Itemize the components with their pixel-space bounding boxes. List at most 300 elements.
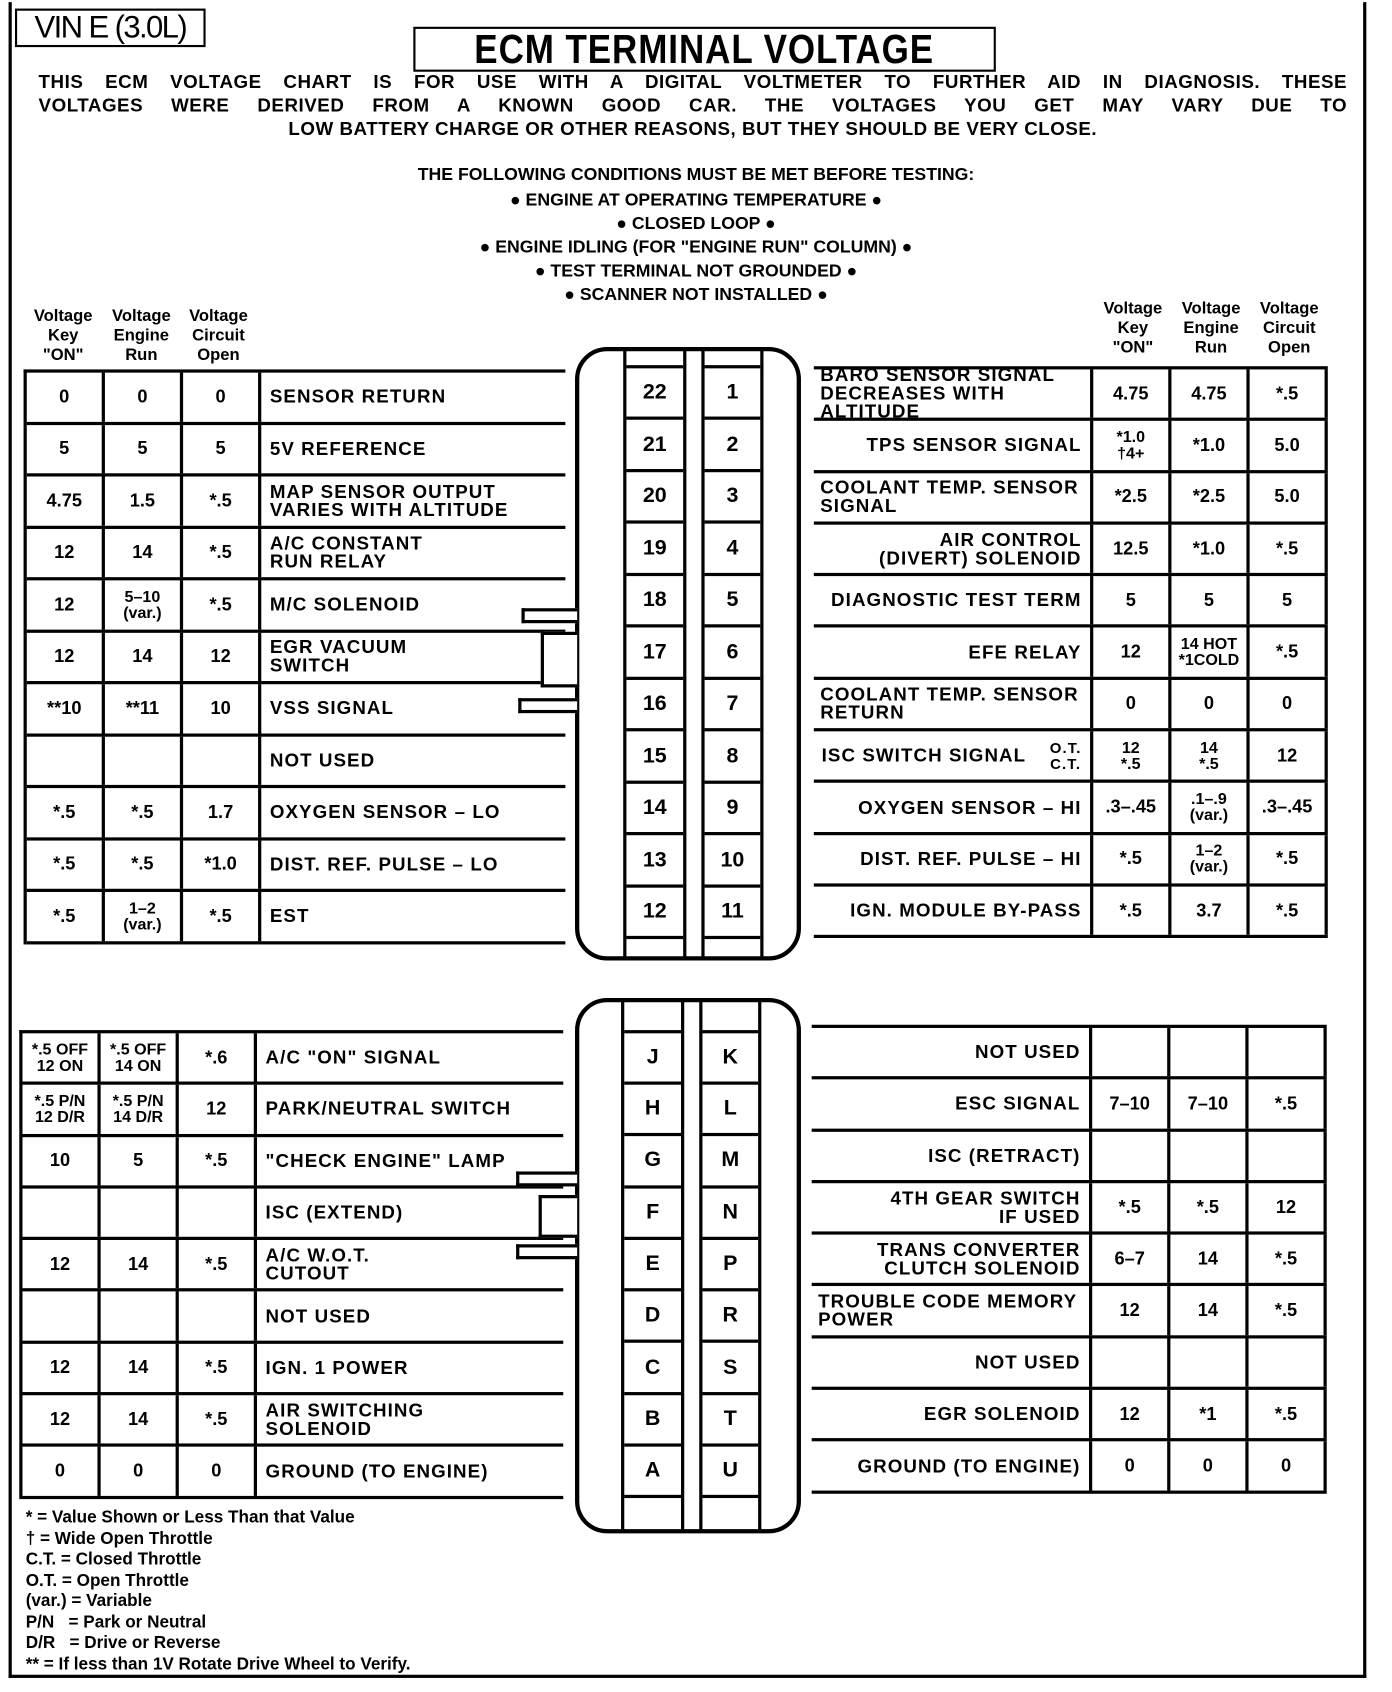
- voltage-engine-run: 5–10 (var.): [105, 580, 183, 629]
- terminal-label: [812, 1235, 1093, 1284]
- terminal-label: [261, 580, 565, 629]
- terminal-label-text: ISC SWITCH SIGNAL: [821, 744, 1027, 766]
- voltage-key-on: 12: [22, 1395, 100, 1444]
- connector-pin-3: 3: [705, 472, 761, 524]
- terminal-label: [812, 1131, 1093, 1180]
- terminal-label: [812, 1390, 1093, 1439]
- voltage-circuit-open: 0: [1250, 680, 1328, 729]
- voltage-circuit-open: [1249, 1028, 1327, 1077]
- legend: [26, 1508, 411, 1675]
- table-row-pin-9: [814, 783, 1328, 835]
- voltage-engine-run: 5: [105, 425, 183, 474]
- conditions-title: THE FOLLOWING CONDITIONS MUST BE MET BEFORE TESTING:: [417, 164, 975, 185]
- connector-pin-S: S: [702, 1343, 758, 1395]
- connector-pin-17: 17: [626, 628, 683, 680]
- connector-pin-D: D: [624, 1292, 681, 1344]
- table-row-pin-T: [812, 1390, 1327, 1442]
- voltage-engine-run: .1–.9 (var.): [1171, 783, 1249, 832]
- terminal-label: [814, 364, 1093, 423]
- voltage-circuit-open: *.6: [179, 1033, 257, 1082]
- terminal-label: [812, 1338, 1093, 1387]
- table-row-pin-2: [814, 421, 1328, 473]
- voltage-circuit-open: [179, 1292, 257, 1341]
- terminal-label: [261, 788, 565, 837]
- table-row-pin-D: [22, 1292, 563, 1344]
- voltage-key-on: *.5 OFF 12 ON: [22, 1033, 100, 1082]
- voltage-key-on: *.5: [1093, 835, 1171, 884]
- voltage-circuit-open: *.5: [1249, 1287, 1327, 1336]
- connector-pin-16: 16: [626, 680, 683, 732]
- terminal-label: [261, 892, 565, 941]
- terminal-label-text: COOLANT TEMP. SENSOR SIGNAL: [820, 476, 1079, 517]
- title-text: ECM TERMINAL VOLTAGE: [474, 27, 935, 73]
- voltage-key-on: 4.75: [27, 477, 105, 526]
- voltage-circuit-open: *.5: [1250, 369, 1328, 418]
- connector-pin-L: L: [702, 1085, 758, 1137]
- table-row-pin-1: [814, 364, 1328, 423]
- voltage-key-on: .3–.45: [1093, 783, 1171, 832]
- voltage-circuit-open: *.5: [183, 528, 261, 577]
- connector-key-tab: [539, 1195, 578, 1238]
- voltage-circuit-open: 12: [183, 632, 261, 681]
- legend-item: D/R = Drive or Reverse: [25, 1634, 221, 1653]
- table-row-pin-20: [27, 477, 566, 529]
- terminal-label: [814, 835, 1093, 884]
- voltage-key-on: [22, 1292, 100, 1341]
- legend-item: † = Wide Open Throttle: [25, 1529, 213, 1548]
- connector-pin-6: 6: [705, 628, 761, 680]
- condition-4: ● TEST TERMINAL NOT GROUNDED ●: [534, 261, 858, 281]
- voltage-engine-run: *.5: [105, 840, 183, 889]
- connector-pin-B: B: [624, 1395, 681, 1447]
- lower-connector-pins-left: [621, 1000, 684, 1531]
- voltage-key-on: 12: [27, 528, 105, 577]
- voltage-engine-run: *.5 OFF 14 ON: [101, 1033, 179, 1082]
- upper-connector-pins-right: [701, 349, 763, 958]
- voltage-key-on: 12: [22, 1240, 100, 1289]
- voltage-engine-run: 5: [101, 1137, 179, 1186]
- lower-left-table: [19, 1030, 563, 1499]
- terminal-label: [814, 731, 1093, 780]
- terminal-label: [261, 840, 565, 889]
- connector-pin-5: 5: [705, 576, 761, 628]
- voltage-engine-run: [1170, 1338, 1248, 1387]
- table-row-pin-21: [27, 425, 566, 477]
- voltage-engine-run: *.5: [1170, 1183, 1248, 1232]
- voltage-engine-run: 14: [105, 632, 183, 681]
- table-row-pin-S: [812, 1338, 1327, 1390]
- voltage-engine-run: *1.0: [1171, 525, 1249, 574]
- terminal-label-text: AIR SWITCHING SOLENOID: [265, 1399, 425, 1439]
- connector-pin-M: M: [702, 1136, 758, 1188]
- table-row-pin-B: [22, 1395, 563, 1447]
- terminal-label-text: 5V REFERENCE: [269, 437, 427, 460]
- connector-pin-H: H: [624, 1085, 681, 1137]
- voltage-circuit-open: *.5: [183, 477, 261, 526]
- connector-pin-9: 9: [705, 784, 761, 836]
- voltage-circuit-open: 12: [179, 1085, 257, 1134]
- voltage-key-on: 12: [22, 1344, 100, 1393]
- terminal-label: [814, 680, 1093, 729]
- upper-connector-pins-left: [623, 349, 686, 958]
- table-row-pin-L: [812, 1080, 1327, 1132]
- terminal-label-text: TRANS CONVERTER CLUTCH SOLENOID: [876, 1238, 1081, 1279]
- connector-key-tab: [516, 1244, 577, 1259]
- voltage-key-on: 6–7: [1092, 1235, 1170, 1284]
- header-engine-run-right: Voltage Engine Run: [1181, 299, 1241, 357]
- voltage-circuit-open: [1249, 1338, 1327, 1387]
- voltage-engine-run: *1: [1170, 1390, 1248, 1439]
- table-row-pin-P: [812, 1235, 1327, 1287]
- table-row-pin-C: [22, 1344, 563, 1396]
- upper-connector-outline: [575, 347, 801, 961]
- terminal-label: [257, 1344, 563, 1393]
- table-row-pin-K: [812, 1028, 1327, 1080]
- terminal-label-text: GROUND (TO ENGINE): [857, 1454, 1081, 1477]
- voltage-circuit-open: *.5: [179, 1395, 257, 1444]
- terminal-label: [812, 1080, 1093, 1129]
- voltage-circuit-open: *.5: [1250, 887, 1328, 936]
- voltage-key-on: [27, 736, 105, 785]
- throttle-state-label: O.T. C.T.: [1049, 738, 1082, 772]
- voltage-engine-run: *2.5: [1171, 473, 1249, 522]
- voltage-key-on: 0: [1092, 1442, 1170, 1491]
- terminal-label: [257, 1395, 563, 1444]
- table-row-pin-10: [814, 835, 1328, 887]
- voltage-circuit-open: 5: [183, 425, 261, 474]
- voltage-engine-run: 14: [101, 1395, 179, 1444]
- voltage-circuit-open: *.5: [183, 580, 261, 629]
- table-row-pin-R: [812, 1287, 1327, 1339]
- connector-pin-10: 10: [705, 835, 761, 887]
- voltage-engine-run: 14 *.5: [1171, 731, 1249, 780]
- voltage-engine-run: 3.7: [1171, 887, 1249, 936]
- terminal-label: [257, 1085, 563, 1134]
- voltage-key-on: 12: [1092, 1390, 1170, 1439]
- legend-item: (var.) = Variable: [25, 1592, 152, 1611]
- voltage-circuit-open: *.5: [179, 1240, 257, 1289]
- terminal-label: [814, 421, 1093, 470]
- voltage-engine-run: 14: [1170, 1287, 1248, 1336]
- table-row-pin-3: [814, 473, 1328, 525]
- terminal-label-text: EST: [269, 905, 310, 927]
- terminal-label-text: M/C SOLENOID: [269, 593, 421, 615]
- voltage-key-on: 12: [27, 580, 105, 629]
- voltage-key-on: 0: [27, 373, 105, 422]
- voltage-key-on: *.5: [27, 840, 105, 889]
- voltage-key-on: 12: [27, 632, 105, 681]
- connector-pin-U: U: [702, 1447, 758, 1499]
- terminal-label: [257, 1447, 563, 1496]
- connector-key-tab: [518, 698, 577, 713]
- voltage-engine-run: *.5: [105, 788, 183, 837]
- voltage-key-on: 5: [1093, 576, 1171, 625]
- terminal-label-text: TROUBLE CODE MEMORY POWER: [818, 1290, 1078, 1331]
- voltage-engine-run: [105, 736, 183, 785]
- voltage-engine-run: 1–2 (var.): [1171, 835, 1249, 884]
- voltage-circuit-open: .3–.45: [1250, 783, 1328, 832]
- terminal-label-text: NOT USED: [975, 1040, 1081, 1063]
- table-row-pin-22: [27, 373, 566, 425]
- condition-3: ● ENGINE IDLING (FOR "ENGINE RUN" COLUMN) ●: [479, 237, 913, 257]
- voltage-circuit-open: 10: [183, 684, 261, 733]
- terminal-label: [257, 1188, 563, 1237]
- terminal-label-text: PARK/NEUTRAL SWITCH: [265, 1098, 512, 1120]
- table-row-pin-U: [812, 1442, 1327, 1494]
- connector-spacer: [624, 1000, 681, 1033]
- terminal-label-text: NOT USED: [265, 1304, 371, 1327]
- terminal-label-text: AIR CONTROL (DIVERT) SOLENOID: [879, 528, 1082, 569]
- table-row-pin-7: [814, 680, 1328, 732]
- terminal-label-text: A/C CONSTANT RUN RELAY: [269, 532, 423, 573]
- header-circuit-open-left: Voltage Circuit Open: [189, 307, 248, 365]
- voltage-engine-run: [1170, 1131, 1248, 1180]
- connector-pin-K: K: [702, 1033, 758, 1085]
- legend-item: * = Value Shown or Less Than that Value: [25, 1508, 355, 1527]
- voltage-circuit-open: 12: [1249, 1183, 1327, 1232]
- voltage-circuit-open: *.5: [1249, 1080, 1327, 1129]
- connector-pin-R: R: [702, 1292, 758, 1344]
- condition-1: ● ENGINE AT OPERATING TEMPERATURE ●: [509, 190, 883, 210]
- voltage-engine-run: 14: [1170, 1235, 1248, 1284]
- connector-pin-14: 14: [626, 784, 683, 836]
- terminal-label-text: ISC (EXTEND): [265, 1201, 404, 1223]
- voltage-circuit-open: [1249, 1131, 1327, 1180]
- voltage-engine-run: 7–10: [1170, 1080, 1248, 1129]
- connector-pin-G: G: [624, 1136, 681, 1188]
- voltage-engine-run: *.5 P/N 14 D/R: [101, 1085, 179, 1134]
- table-row-pin-E: [22, 1240, 563, 1292]
- voltage-circuit-open: 5.0: [1250, 421, 1328, 470]
- terminal-label: [261, 528, 565, 577]
- terminal-label-text: EGR SOLENOID: [923, 1402, 1081, 1425]
- terminal-label-text: MAP SENSOR OUTPUT VARIES WITH ALTITUDE: [269, 480, 509, 521]
- connector-pin-F: F: [624, 1188, 681, 1240]
- terminal-label-text: DIAGNOSTIC TEST TERM: [831, 589, 1082, 611]
- voltage-key-on: *.5: [27, 788, 105, 837]
- terminal-label: [812, 1183, 1093, 1232]
- voltage-key-on: 12.5: [1093, 525, 1171, 574]
- table-row-pin-15: [27, 736, 566, 788]
- table-row-pin-N: [812, 1183, 1327, 1235]
- connector-pin-8: 8: [705, 732, 761, 784]
- connector-pin-A: A: [624, 1447, 681, 1499]
- voltage-key-on: [1092, 1028, 1170, 1077]
- voltage-key-on: **10: [27, 684, 105, 733]
- voltage-engine-run: 14 HOT *1COLD: [1171, 628, 1249, 677]
- table-row-pin-16: [27, 684, 566, 736]
- connector-pin-20: 20: [626, 472, 683, 524]
- voltage-engine-run: 5: [1171, 576, 1249, 625]
- voltage-circuit-open: *.5: [1249, 1235, 1327, 1284]
- table-row-pin-M: [812, 1131, 1327, 1183]
- terminal-label: [812, 1442, 1093, 1491]
- voltage-key-on: *.5: [1093, 887, 1171, 936]
- voltage-key-on: 12: [1092, 1287, 1170, 1336]
- terminal-label-text: SENSOR RETURN: [269, 385, 447, 408]
- table-row-pin-18: [27, 580, 566, 632]
- connector-pin-15: 15: [626, 732, 683, 784]
- terminal-label: [261, 736, 565, 785]
- connector-pin-2: 2: [705, 420, 761, 472]
- voltage-key-on: 7–10: [1092, 1080, 1170, 1129]
- voltage-key-on: *.5 P/N 12 D/R: [22, 1085, 100, 1134]
- table-row-pin-19: [27, 528, 566, 580]
- connector-pin-11: 11: [705, 887, 761, 939]
- terminal-label: [814, 576, 1093, 625]
- connector-key-tab: [516, 1171, 577, 1186]
- terminal-label: [812, 1028, 1093, 1077]
- header-circuit-open-right: Voltage Circuit Open: [1259, 299, 1319, 357]
- connector-spacer: [702, 1000, 758, 1033]
- terminal-label-text: TPS SENSOR SIGNAL: [866, 434, 1082, 456]
- connector-pin-T: T: [702, 1395, 758, 1447]
- upper-left-table: [24, 369, 566, 943]
- voltage-key-on: [1092, 1131, 1170, 1180]
- terminal-label-text: "CHECK ENGINE" LAMP: [265, 1149, 506, 1172]
- voltage-circuit-open: *.5: [1249, 1390, 1327, 1439]
- terminal-label: [257, 1033, 563, 1082]
- voltage-circuit-open: 1.7: [183, 788, 261, 837]
- terminal-label-text: A/C "ON" SIGNAL: [265, 1046, 441, 1068]
- connector-pin-12: 12: [626, 887, 683, 939]
- vin-badge: VIN E (3.0L): [15, 9, 206, 48]
- voltage-key-on: [22, 1188, 100, 1237]
- condition-5: ● SCANNER NOT INSTALLED ●: [564, 284, 828, 305]
- voltage-engine-run: 0: [1170, 1442, 1248, 1491]
- voltage-circuit-open: *.5: [179, 1344, 257, 1393]
- voltage-engine-run: 14: [101, 1344, 179, 1393]
- voltage-key-on: *2.5: [1093, 473, 1171, 522]
- voltage-key-on: 4.75: [1093, 369, 1171, 418]
- table-row-pin-11: [814, 887, 1328, 939]
- voltage-engine-run: 0: [105, 373, 183, 422]
- connector-pin-N: N: [702, 1188, 758, 1240]
- voltage-engine-run: *1.0: [1171, 421, 1249, 470]
- voltage-circuit-open: 5.0: [1250, 473, 1328, 522]
- voltage-circuit-open: *1.0: [183, 840, 261, 889]
- voltage-circuit-open: *.5: [183, 892, 261, 941]
- voltage-circuit-open: 0: [183, 373, 261, 422]
- terminal-label-text: IGN. 1 POWER: [265, 1356, 409, 1379]
- terminal-label: [814, 473, 1093, 522]
- voltage-key-on: 10: [22, 1137, 100, 1186]
- voltage-engine-run: 1–2 (var.): [105, 892, 183, 941]
- terminal-label: [261, 632, 565, 681]
- terminal-label: [814, 525, 1093, 574]
- connector-spacer: [626, 349, 683, 368]
- connector-pin-7: 7: [705, 680, 761, 732]
- connector-pin-E: E: [624, 1240, 681, 1292]
- intro-line-3: LOW BATTERY CHARGE OR OTHER REASONS, BUT THEY SHOULD BE VERY CLOSE.: [288, 117, 1098, 140]
- table-row-pin-8: [814, 731, 1328, 783]
- legend-item: O.T. = Open Throttle: [25, 1571, 189, 1590]
- voltage-key-on: 12: [1093, 628, 1171, 677]
- table-row-pin-4: [814, 525, 1328, 577]
- table-row-pin-14: [27, 788, 566, 840]
- lower-connector-outline: [575, 998, 801, 1533]
- voltage-engine-run: **11: [105, 684, 183, 733]
- table-row-pin-F: [22, 1188, 563, 1240]
- legend-item: C.T. = Closed Throttle: [25, 1550, 202, 1569]
- terminal-label-text: VSS SIGNAL: [269, 697, 395, 719]
- voltage-engine-run: 14: [101, 1240, 179, 1289]
- terminal-label-text: COOLANT TEMP. SENSOR RETURN: [820, 683, 1079, 724]
- connector-pin-22: 22: [626, 368, 683, 420]
- connector-pin-13: 13: [626, 835, 683, 887]
- table-row-pin-A: [22, 1447, 563, 1499]
- voltage-key-on: [1092, 1338, 1170, 1387]
- header-engine-run-left: Voltage Engine Run: [111, 307, 171, 365]
- voltage-key-on: 0: [1093, 680, 1171, 729]
- page-title: [413, 27, 996, 72]
- table-row-pin-H: [22, 1085, 563, 1137]
- voltage-engine-run: 14: [105, 528, 183, 577]
- terminal-label-text: OXYGEN SENSOR – LO: [269, 801, 501, 823]
- terminal-label-text: DIST. REF. PULSE – HI: [860, 847, 1082, 870]
- terminal-label-text: NOT USED: [975, 1351, 1081, 1373]
- table-row-pin-13: [27, 840, 566, 892]
- terminal-label-text: BARO SENSOR SIGNAL DECREASES WITH ALTITUDE: [820, 364, 1056, 423]
- table-row-pin-G: [22, 1137, 563, 1189]
- voltage-circuit-open: *.5: [1250, 835, 1328, 884]
- terminal-label-text: EFE RELAY: [968, 641, 1082, 663]
- terminal-label: [257, 1292, 563, 1341]
- terminal-label: [812, 1287, 1093, 1336]
- voltage-engine-run: [101, 1292, 179, 1341]
- upper-right-table: [814, 366, 1328, 938]
- connector-pin-1: 1: [705, 368, 761, 420]
- terminal-label-text: 4TH GEAR SWITCH IF USED: [890, 1187, 1081, 1227]
- connector-pin-21: 21: [626, 420, 683, 472]
- terminal-label: [814, 628, 1093, 677]
- table-row-pin-17: [27, 632, 566, 684]
- terminal-label: [814, 783, 1093, 832]
- voltage-circuit-open: [179, 1188, 257, 1237]
- voltage-engine-run: 1.5: [105, 477, 183, 526]
- intro-line-2: VOLTAGES WERE DERIVED FROM A KNOWN GOOD CAR. THE VOLTAGES YOU GET MAY VARY DUE TO: [38, 94, 1348, 116]
- voltage-circuit-open: *.5: [1250, 525, 1328, 574]
- connector-spacer: [705, 349, 761, 368]
- voltage-circuit-open: *.5: [179, 1137, 257, 1186]
- terminal-label-text: ESC SIGNAL: [955, 1092, 1081, 1115]
- connector-pin-18: 18: [626, 576, 683, 628]
- intro-line-1: THIS ECM VOLTAGE CHART IS FOR USE WITH A DIGITAL VOLTMETER TO FURTHER AID IN DIAGNOSIS. THESE: [38, 70, 1348, 93]
- voltage-circuit-open: 5: [1250, 576, 1328, 625]
- terminal-label-text: A/C W.O.T. CUTOUT: [265, 1244, 370, 1284]
- voltage-circuit-open: 0: [1249, 1442, 1327, 1491]
- connector-key-tab: [541, 632, 577, 688]
- voltage-engine-run: 0: [1171, 680, 1249, 729]
- terminal-label: [814, 887, 1093, 936]
- terminal-label: [261, 373, 565, 422]
- lower-connector-pins-right: [699, 1000, 761, 1531]
- terminal-label: [261, 425, 565, 474]
- legend-item: ** = If less than 1V Rotate Drive Wheel to Verify.: [25, 1654, 411, 1674]
- header-key-on-left: Voltage Key "ON": [33, 307, 93, 365]
- voltage-key-on: *.5: [27, 892, 105, 941]
- voltage-circuit-open: 12: [1250, 731, 1328, 780]
- table-row-pin-5: [814, 576, 1328, 628]
- terminal-label-text: GROUND (TO ENGINE): [265, 1460, 489, 1482]
- connector-pin-19: 19: [626, 524, 683, 576]
- terminal-label-text: IGN. MODULE BY-PASS: [850, 899, 1082, 922]
- table-row-pin-J: [22, 1033, 563, 1085]
- table-row-pin-12: [27, 892, 566, 944]
- voltage-key-on: 12 *.5: [1093, 731, 1171, 780]
- voltage-engine-run: 0: [101, 1447, 179, 1496]
- voltage-key-on: *.5: [1092, 1183, 1170, 1232]
